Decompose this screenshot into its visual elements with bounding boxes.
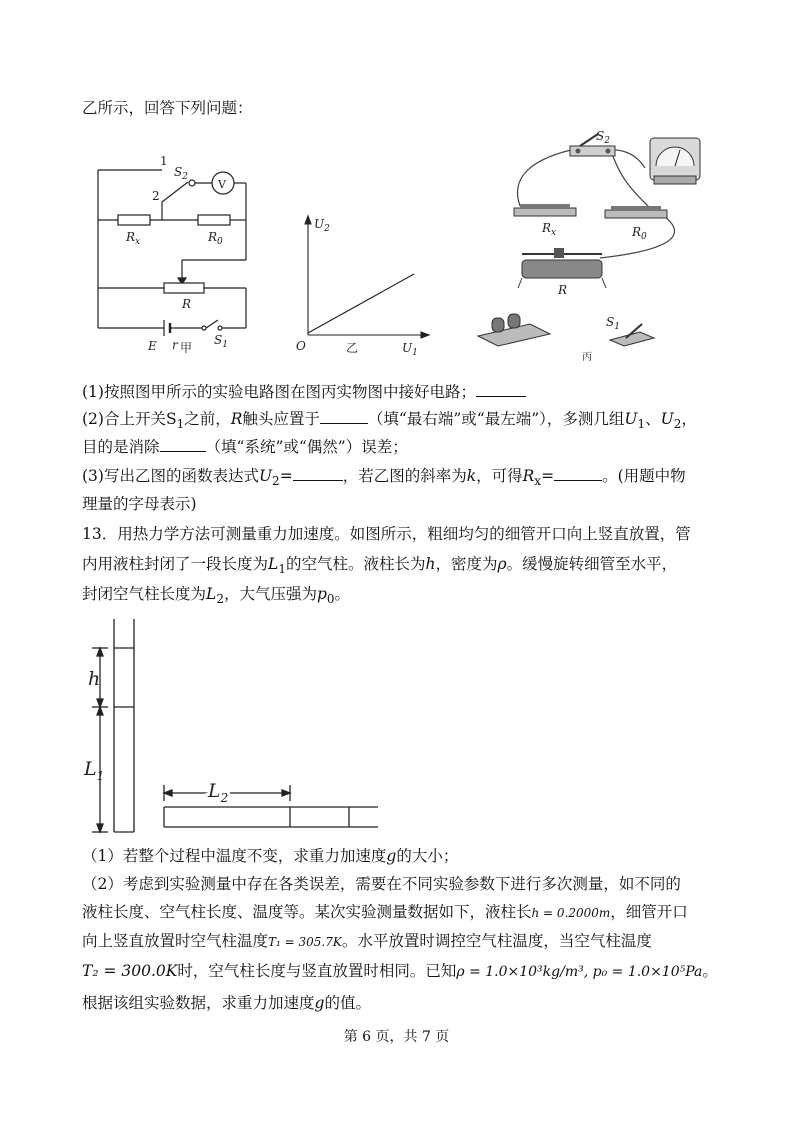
q12-part2-cont: 目的是消除 （填“系统”或“偶然”）误差； (82, 438, 408, 456)
svg-text:甲: 甲 (180, 341, 193, 355)
svg-text:S1: $S_1$ (606, 315, 620, 332)
circuit-diagram-jia (90, 150, 270, 360)
q13-sub2-line3: 向上竖直放置时空气柱温度T₁ = 305.7K。水平放置时调控空气柱温度，当空气柱温度 (82, 932, 652, 950)
resistor-r0-icon (605, 206, 667, 218)
voltmeter-icon (650, 138, 700, 184)
q13-sub2-line1: （2）考虑到实验测量中存在各类误差，需要在不同实验参数下进行多次测量，如不同的 (82, 875, 681, 893)
q13-sub2-line4: T₂ = 300.0K时，空气柱长度与竖直放置时相同。已知ρ = 1.0×10³kg/m³, p₀ = 1.0×10⁵Pa。 (82, 962, 718, 980)
svg-text:丙: 丙 (582, 352, 592, 363)
svg-text:S2: $S_2$ (174, 165, 188, 182)
battery-icon (478, 314, 550, 346)
answer-blank[interactable] (476, 382, 526, 397)
q13-stem-line3: 封闭空气柱长度为$L_2$，大气压强为$p_0$。 (82, 585, 351, 607)
rheostat-r-icon (518, 248, 606, 288)
svg-text:Rx: $R_x$ (542, 221, 557, 238)
svg-text:U1: $U_1$ (402, 341, 418, 358)
svg-text:L2: $L_2$ (208, 780, 229, 805)
svg-text:S1: $S_1$ (214, 333, 228, 350)
q12-part3: (3)写出乙图的函数表达式$U_2=$ ，若乙图的斜率为k，可得$R_x=$ 。(用题中物 (82, 467, 686, 489)
svg-text:Rx: $R_x$ (126, 230, 141, 247)
page-footer: 第 6 页，共 7 页 (343, 1029, 450, 1045)
svg-text:r: r (172, 338, 178, 352)
svg-text:2: 2 (152, 189, 160, 203)
svg-text:1: 1 (160, 154, 168, 168)
answer-blank[interactable] (320, 409, 368, 424)
svg-text:R: R (558, 283, 568, 297)
graph-yi (290, 210, 440, 360)
tube-diagram (80, 615, 390, 840)
answer-blank[interactable] (293, 466, 343, 481)
intro-text: 乙所示，回答下列问题： (82, 99, 253, 117)
answer-blank[interactable] (160, 437, 206, 452)
q12-part2: (2)合上开关$S_1$之前，R触头应置于 （填“最右端”或“最左端”），多测几组$U_1$、$U_2$， (82, 410, 697, 432)
svg-text:O: O (296, 339, 306, 353)
svg-text:R0: $R_0$ (208, 230, 223, 247)
svg-text:U2: $U_2$ (314, 217, 330, 234)
svg-text:R: R (182, 297, 192, 311)
svg-text:V: V (218, 178, 226, 191)
q13-stem-line2: 内用液柱封闭了一段长度为$L_1$的空气柱。液柱长为h，密度为ρ。缓慢旋转细管至水平， (82, 555, 678, 577)
q13-stem-line1: 13．用热力学方法可测量重力加速度。如图所示，粗细均匀的细管开口向上竖直放置，管 (82, 525, 691, 543)
svg-text:E: E (148, 339, 157, 353)
svg-text:R0: $R_0$ (632, 225, 647, 242)
resistor-rx-icon (514, 204, 576, 216)
svg-text:h: h (88, 668, 101, 690)
svg-text:L1: $L_1$ (84, 758, 105, 783)
svg-text:乙: 乙 (346, 341, 359, 355)
physical-apparatus-bing (470, 128, 710, 368)
svg-text:S2: $S_2$ (596, 129, 610, 146)
q13-sub2-line5: 根据该组实验数据，求重力加速度g的值。 (82, 994, 371, 1012)
answer-blank[interactable] (554, 466, 602, 481)
q12-part1: (1)按照图甲所示的实验电路图在图丙实物图中接好电路； (82, 381, 526, 403)
q12-part3-cont: 理量的字母表示) (82, 495, 197, 513)
q13-sub2-line2: 液柱长度、空气柱长度、温度等。某次实验测量数据如下，液柱长h = 0.2000m，细管开口 (82, 903, 688, 921)
q13-sub1: （1）若整个过程中温度不变，求重力加速度g的大小； (82, 847, 459, 865)
